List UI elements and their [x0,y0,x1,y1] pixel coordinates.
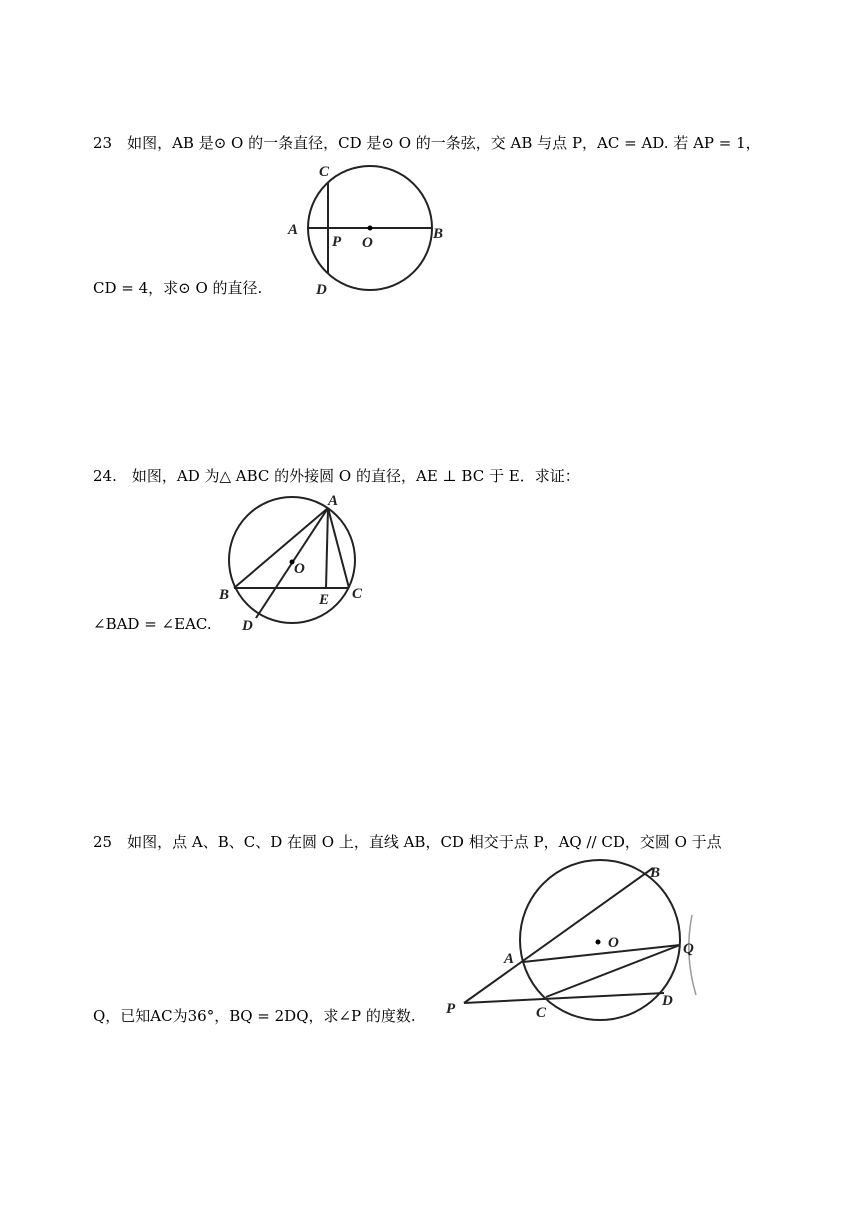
label-c: C [536,1005,547,1021]
problem-25-question: Q，已知AC为36°，BQ = 2DQ，求∠P 的度数. [93,1007,416,1025]
label-q: Q [683,941,694,957]
problem-24-question: ∠BAD = ∠EAC. [93,615,212,633]
problem-23-statement: 23 如图，AB 是⊙ O 的一条直径，CD 是⊙ O 的一条弦，交 AB 与点 P，AC = AD. 若 AP = 1， [93,134,761,152]
label-e: E [319,592,330,608]
label-b: B [219,587,230,603]
label-a: A [288,222,299,238]
label-o: O [608,935,619,951]
label-a: A [504,951,515,967]
label-a: A [328,493,339,509]
label-o: O [294,561,305,577]
problem-23-question: CD = 4，求⊙ O 的直径. [93,279,263,297]
label-c: C [319,164,330,180]
label-b: B [433,226,444,242]
problem-25-figure [440,855,705,1030]
label-d: D [316,282,327,298]
problem-24-statement: 24. 如图，AD 为△ ABC 的外接圆 O 的直径，AE ⊥ BC 于 E．求证： [93,467,580,485]
label-d: D [662,993,673,1009]
label-o: O [362,235,373,251]
problem-25-statement: 25 如图，点 A、B、C、D 在圆 O 上，直线 AB，CD 相交于点 P，AQ // CD，交圆 O 于点 [93,833,722,851]
problem-23-figure [280,158,455,300]
label-p: P [332,234,342,250]
label-d: D [242,618,253,634]
problem-24-figure [214,490,374,635]
label-c: C [352,586,363,602]
label-b: B [650,865,661,881]
label-p: P [446,1001,456,1017]
